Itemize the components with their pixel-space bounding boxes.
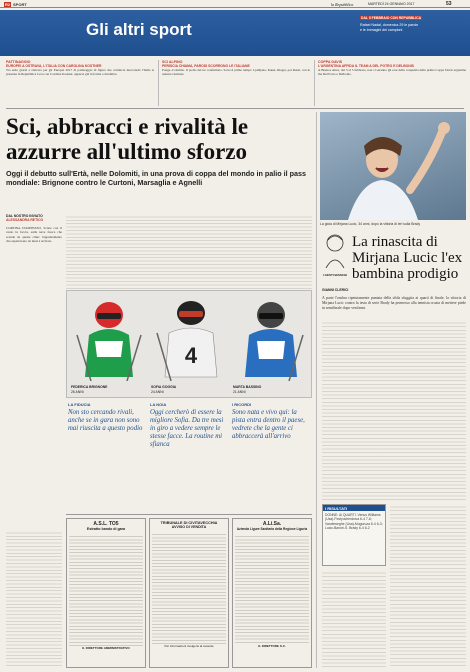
main-headline: Sci, abbracci e rivalità le azzurre all'ultimo sforzo <box>6 114 249 164</box>
story-lead: CORTINA D'AMPEZZO. Sciate con il vento in faccia, sulla neve fresca che scende da queste cime: l'appuntamento che aspettavano da mesi è arrivato. <box>6 226 62 243</box>
ads-row <box>66 518 312 668</box>
brief-kicker: PATTINAGGIO <box>6 60 31 64</box>
results-title: I RISULTATI <box>323 505 385 511</box>
section-label: SPORT <box>13 1 27 7</box>
issue-date: MARTEDÌ 24 GENNAIO 2017 <box>368 2 415 6</box>
ad-alisa <box>232 518 312 668</box>
quote-label: LA NOIA <box>150 402 167 407</box>
tennis-body: A parte l'ombra ripetutamente puntata della sfida sfuggita ai quarti di finale, la vittoria di Mirjana Lucic contro la testa di serie Brady ha permesso alla tennista croata di mettere piede in semifinale dopo vent'anni. <box>322 296 466 310</box>
quote-row <box>66 402 312 510</box>
photo-caption-name: FEDERICA BRIGNONE <box>71 385 108 389</box>
newspaper-name: la Repubblica <box>331 1 354 7</box>
athlete-photo-brignone <box>71 295 147 394</box>
section-divider <box>6 108 464 109</box>
section-title-band <box>0 10 470 56</box>
section-badge: R2 <box>5 1 11 7</box>
story-continuation <box>6 530 62 668</box>
main-story-byline <box>6 214 66 222</box>
brief-text: Tra sette giorni a Ostrava per gli Europei 2017 di pattinaggio di figura che comincia mercoledì: l'Italia si presenta in Repubblica Ceca con Carolina Kostner, apparsa già in forma a dicembre. <box>6 68 154 77</box>
athlete-photo-bassino <box>233 295 309 394</box>
results-body: DONNE: Ai QUARTI. Venus Williams (Usa)-Pavlyuchenkova 6-4 7-6; Vandeweghe (Usa)-Muguruza 6-4 6-3; Lucic-Baroni-S. Brady 6-4 6-2 <box>325 513 383 531</box>
photo-caption-name: MARTA BASSINO <box>233 385 262 389</box>
ad-body <box>235 534 309 644</box>
photo-caption-name: SOFIA GOGGIA <box>151 385 177 389</box>
brief-kicker: SCI ALPINO <box>162 60 183 64</box>
quote-text: Oggi cercherò di essere la migliore Sofia. Da tre mesi in giro a vedere sempre le stesse facce. La routine mi sfianca <box>150 409 224 448</box>
quote-text: Non sto cercando rivali, anche se in gara non sono mai riuscita a questo podio <box>68 409 143 432</box>
ad-title: A.S.L. TO5 <box>93 521 119 527</box>
ad-asl <box>66 518 146 668</box>
promo-line-1: Rafael Nadal, domenica 29 le parole <box>360 23 419 27</box>
skier-illustration <box>71 295 147 381</box>
quote-label: I RICORDI <box>232 402 252 407</box>
brief-skating <box>6 60 154 106</box>
page-number: 53 <box>446 1 452 7</box>
results-box <box>322 504 386 566</box>
brief-text: A Buenos Aires, dal 3 al 5 febbraio, non ci saranno gli eroi della conquista della prima Coppa Davis argentina ma Del Potro e Delbonis. <box>318 68 466 77</box>
main-subhead: Oggi il debutto sull'Ertà, nelle Dolomiti, in una prova di coppa del mondo in palio il pass mondiale: Brignone contro le Curtoni, Marsaglia e Agnelli <box>6 169 307 187</box>
byline-author: ALESSANDRA RETICO <box>6 218 44 222</box>
brief-headline: L'ARGENTINA AFFIDA IL TEAM A DEL POTRO E DELBONIS <box>318 64 414 68</box>
ad-tribunale <box>149 518 229 668</box>
quote-noia <box>150 402 228 449</box>
brief-davis <box>318 60 466 106</box>
column-divider <box>158 60 159 106</box>
skier-illustration <box>233 295 309 381</box>
tennis-headline: La rinascita di Mirjana Lucic l'ex bambina prodigio <box>352 234 463 282</box>
ad-title: A.Li.Sa. <box>262 521 282 527</box>
tennis-body-filler-3 <box>322 570 386 668</box>
byline-label: DAL NOSTRO INVIATO <box>6 214 43 218</box>
ad-footer: IL DIRETTORE AMMINISTRATIVO <box>82 646 130 650</box>
tennis-photo-caption: La gioia di Mirjana Lucic, 34 anni, dopo la vittoria di ieri sulla Brady <box>320 222 421 226</box>
ad-title: TRIBUNALE DI CIVITAVECCHIA <box>160 521 218 525</box>
quote-ricordi <box>232 402 310 441</box>
briefs-row <box>6 60 466 106</box>
tennis-photo <box>320 112 466 220</box>
athlete-photo-goggia <box>151 295 229 394</box>
column-divider <box>316 112 317 668</box>
tennis-player-illustration <box>320 112 466 220</box>
cartoon-label: I GESTI BIANCHI <box>322 273 347 277</box>
ads-divider <box>66 514 312 515</box>
athlete-photo-strip <box>66 290 312 398</box>
ad-body <box>69 534 143 646</box>
ad-subtitle: Azienda Ligure Sanitaria della Regione Liguria <box>236 527 308 531</box>
ad-subtitle: AVVISO DI VENDITA <box>171 525 207 529</box>
quote-label: LA FIDUCIA <box>68 402 91 407</box>
tennis-body-filler <box>322 320 466 500</box>
tennis-byline: GIANNI CLERICI <box>322 288 349 292</box>
photo-caption-age: 26 ANNI <box>71 390 84 394</box>
column-divider <box>314 60 315 106</box>
promo-line-2: e le immagini dei campioni <box>360 28 403 32</box>
ad-footer: IL DIRETTORE S.C. <box>258 644 286 648</box>
story-column-filler <box>66 214 312 290</box>
quote-text: Sono nata e vivo qui: la pista entra dentro il paese, vedrete che la gente ci abbraccerà all'arrivo <box>232 409 305 440</box>
quote-fiducia <box>68 402 144 433</box>
photo-caption-age: 21 ANNI <box>233 390 246 394</box>
tennis-body-filler-2 <box>390 504 466 668</box>
promo-box <box>360 14 466 52</box>
ad-body <box>152 532 226 644</box>
section-title: Gli altri sport <box>86 20 192 39</box>
brief-alpine <box>162 60 310 106</box>
brief-text: Ponga–Colombo. Il podio dei tre confermato. Sotto il primo tempo: Ljubljana, Kanet, Rieger, poi Russi, con le azzurre rientrate. <box>162 68 310 77</box>
author-cartoon-icon <box>322 232 348 268</box>
ad-subtitle: Estratto bando di gara <box>86 527 126 531</box>
brief-headline: PERISCIA CHIAMA, PARODI SCORRONO LE ITALIANE <box>162 64 250 68</box>
skier-illustration <box>151 295 229 381</box>
svg-text:4: 4 <box>184 343 198 368</box>
brief-headline: EUROPEI A OSTRAVA, L'ITALIA CON CAROLINA KOSTNER <box>6 64 102 68</box>
header-bar <box>0 0 470 8</box>
photo-caption-age: 24 ANNI <box>151 390 164 394</box>
cartoon-portrait <box>322 232 348 277</box>
ad-footer: Per informazioni rivolgersi al custode <box>164 644 214 648</box>
promo-kicker: DAL 5 FEBBRAIO CON REPUBBLICA <box>361 16 422 20</box>
brief-kicker: COPPA DAVIS <box>318 60 343 64</box>
